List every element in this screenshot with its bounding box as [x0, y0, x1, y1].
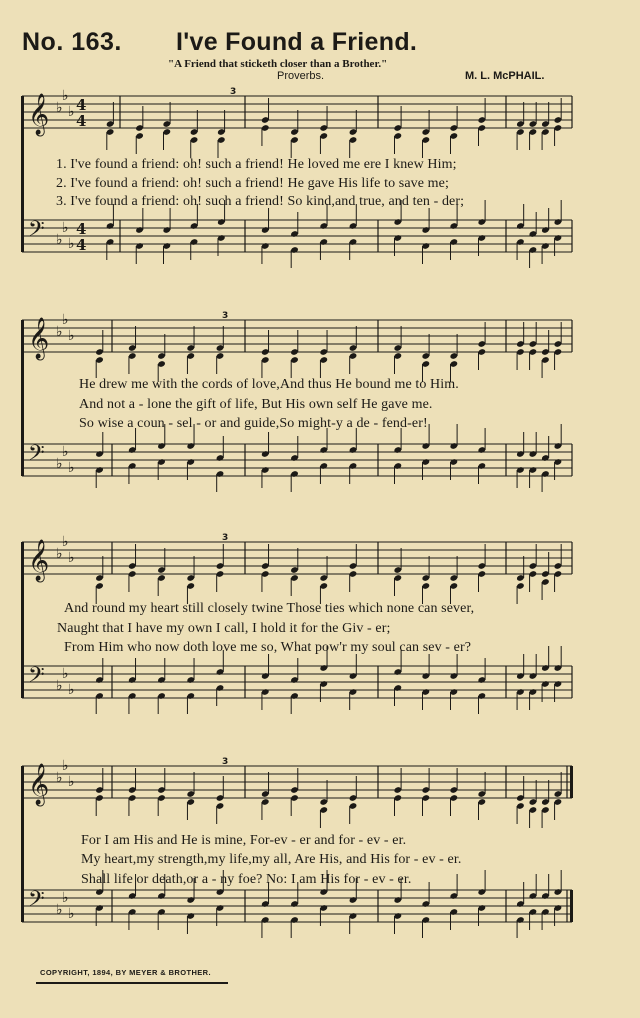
hymn-number: No. 163. [22, 28, 122, 56]
flat-icon: ♭ [62, 534, 69, 550]
system-bracket [21, 96, 24, 252]
system-bracket [21, 320, 24, 476]
flat-icon: ♭ [56, 770, 63, 786]
hymn-subtitle: "A Friend that sticketh closer than a Brother." [168, 58, 388, 70]
flat-icon: ♭ [62, 666, 69, 682]
flat-icon: ♭ [62, 890, 69, 906]
time-signature-top: 4 [76, 220, 87, 238]
triplet-mark: 3 [222, 757, 229, 767]
treble-clef-icon: 𝄞 [28, 94, 50, 135]
flat-icon: ♭ [56, 456, 63, 472]
lyric-line: Naught that I have my own I call, I hold it for the Giv - er; [57, 621, 391, 636]
flat-icon: ♭ [56, 232, 63, 248]
bass-clef-icon: 𝄢 [28, 217, 45, 247]
lyric-line: He drew me with the cords of love,And thus He bound me to Him. [79, 377, 459, 392]
treble-clef-icon: 𝄞 [28, 318, 50, 359]
flat-icon: ♭ [62, 88, 69, 104]
lyric-line: And round my heart still closely twine Those ties which none can sever, [64, 601, 475, 616]
final-bar-line [570, 890, 573, 922]
flat-icon: ♭ [68, 328, 75, 344]
lyric-line: So wise a coun - sel - or and guide,So might-y a de - fend-er! [79, 416, 428, 431]
flat-icon: ♭ [56, 324, 63, 340]
flat-icon: ♭ [62, 312, 69, 328]
final-bar-line [570, 766, 573, 798]
time-signature-bottom: 4 [76, 112, 87, 130]
triplet-mark: 3 [230, 87, 237, 97]
flat-icon: ♭ [56, 100, 63, 116]
bass-clef-icon: 𝄢 [28, 887, 45, 917]
triplet-mark: 3 [222, 533, 229, 543]
flat-icon: ♭ [68, 460, 75, 476]
flat-icon: ♭ [68, 774, 75, 790]
flat-icon: ♭ [62, 758, 69, 774]
treble-clef-icon: 𝄞 [28, 764, 50, 805]
copyright-notice: COPYRIGHT, 1894, BY MEYER & BROTHER. [40, 968, 211, 977]
treble-clef-icon: 𝄞 [28, 540, 50, 581]
lyric-line: For I am His and He is mine, For-ev - er and for - ev - er. [81, 833, 407, 848]
lyric-line: 1. I've found a friend: oh! such a friend! He loved me ere I knew Him; [56, 157, 457, 172]
flat-icon: ♭ [68, 550, 75, 566]
bass-clef-icon: 𝄢 [28, 663, 45, 693]
lyric-line: 3. I've found a friend: oh! such a friend! So kind,and true, and ten - der; [56, 194, 465, 209]
time-signature-bottom: 4 [76, 236, 87, 254]
flat-icon: ♭ [62, 444, 69, 460]
copyright-rule [36, 982, 228, 984]
lyric-line: Shall life or death,or a - ny foe? No: I am His for - ev - er. [81, 872, 412, 887]
flat-icon: ♭ [68, 906, 75, 922]
flat-icon: ♭ [56, 902, 63, 918]
flat-icon: ♭ [62, 220, 69, 236]
flat-icon: ♭ [68, 682, 75, 698]
lyric-line: 2. I've found a friend: oh! such a friend! He gave His life to save me; [56, 176, 449, 191]
lyric-line: From Him who now doth love me so, What pow'r my soul can sev - er? [64, 640, 472, 655]
flat-icon: ♭ [68, 236, 75, 252]
lyric-line: And not a - lone the gift of life, But His own self He gave me. [79, 397, 433, 412]
scripture-reference: Proverbs. [277, 70, 325, 82]
flat-icon: ♭ [56, 546, 63, 562]
time-signature-top: 4 [76, 96, 87, 114]
system-bracket [21, 542, 24, 698]
lyric-line: My heart,my strength,my life,my all, Are His, and His for - ev - er. [81, 852, 462, 867]
flat-icon: ♭ [68, 104, 75, 120]
bass-clef-icon: 𝄢 [28, 441, 45, 471]
triplet-mark: 3 [222, 311, 229, 321]
flat-icon: ♭ [56, 678, 63, 694]
system-bracket [21, 766, 24, 922]
hymn-title: I've Found a Friend. [176, 28, 418, 56]
composer-name: M. L. McPHAIL. [465, 70, 545, 82]
